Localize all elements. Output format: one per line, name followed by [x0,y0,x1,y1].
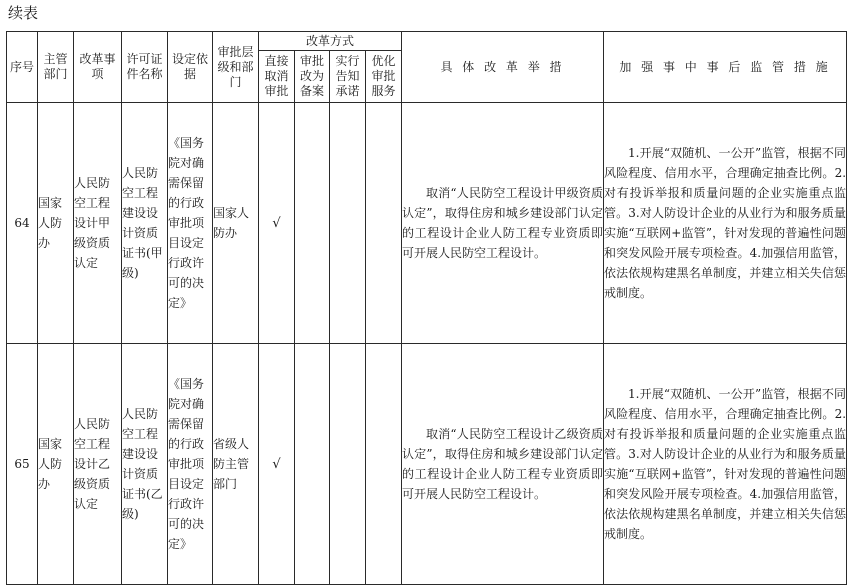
cell-seq: 64 [7,103,38,344]
header-mode-optimize: 优化审批服务 [366,51,402,103]
header-item: 改革事项 [74,32,122,103]
cell-license: 人民防空工程建设设计资质证书(甲级) [122,103,168,344]
table-caption: 续表 [8,4,39,22]
cell-basis: 《国务院对确需保留的行政审批项目设定行政许可的决定》 [168,344,213,585]
cell-measures: 取消“人民防空工程设计甲级资质认定”，取得住房和城乡建设部门认定的工程设计企业人防工程专业资质即可开展人民防空工程设计。 [402,103,604,344]
cell-supervision: 1.开展“双随机、一公开”监管，根据不同风险程度、信用水平，合理确定抽查比例。2.对有投诉举报和质量问题的企业实施重点监管。3.对人防设计企业的从业行为和服务质量实施“互联网+监管”，针对发现的普遍性问题和突发风险开展专项检查。4.加强信用监管，依法依规构建黑名单制度，并建立相关失信惩戒制度。 [604,103,847,344]
header-reform-mode: 改革方式 [259,32,402,51]
cell-dept: 国家人防办 [38,344,74,585]
cell-mode-filing [295,103,330,344]
header-measures: 具 体 改 革 举 措 [402,32,604,103]
cell-dept: 国家人防办 [38,103,74,344]
cell-supervision: 1.开展“双随机、一公开”监管，根据不同风险程度、信用水平，合理确定抽查比例。2.对有投诉举报和质量问题的企业实施重点监管。3.对人防设计企业的从业行为和服务质量实施“互联网+监管”，针对发现的普遍性问题和突发风险开展专项检查。4.加强信用监管，依法依规构建黑名单制度，并建立相关失信惩戒制度。 [604,344,847,585]
cell-level: 国家人防办 [213,103,259,344]
cell-item: 人民防空工程设计甲级资质认定 [74,103,122,344]
cell-mode-optimize [366,103,402,344]
cell-mode-notify [330,103,366,344]
header-row-1 [7,32,847,51]
cell-license: 人民防空工程建设设计资质证书(乙级) [122,344,168,585]
cell-mode-filing [295,344,330,585]
table-row [7,344,847,585]
header-supervision: 加 强 事 中 事 后 监 管 措 施 [604,32,847,103]
cell-mode-cancel: √ [259,344,295,585]
cell-mode-optimize [366,344,402,585]
header-license: 许可证件名称 [122,32,168,103]
header-level: 审批层级和部门 [213,32,259,103]
header-mode-filing: 审批改为备案 [295,51,330,103]
header-mode-notify: 实行告知承诺 [330,51,366,103]
header-basis: 设定依据 [168,32,213,103]
cell-measures: 取消“人民防空工程设计乙级资质认定”，取得住房和城乡建设部门认定的工程设计企业人防工程专业资质即可开展人民防空工程设计。 [402,344,604,585]
cell-mode-cancel: √ [259,103,295,344]
cell-mode-notify [330,344,366,585]
cell-level: 省级人防主管部门 [213,344,259,585]
header-seq: 序号 [7,32,38,103]
table-row [7,103,847,344]
reform-table [6,31,847,585]
header-dept: 主管部门 [38,32,74,103]
header-mode-cancel: 直接取消审批 [259,51,295,103]
cell-basis: 《国务院对确需保留的行政审批项目设定行政许可的决定》 [168,103,213,344]
cell-seq: 65 [7,344,38,585]
cell-item: 人民防空工程设计乙级资质认定 [74,344,122,585]
